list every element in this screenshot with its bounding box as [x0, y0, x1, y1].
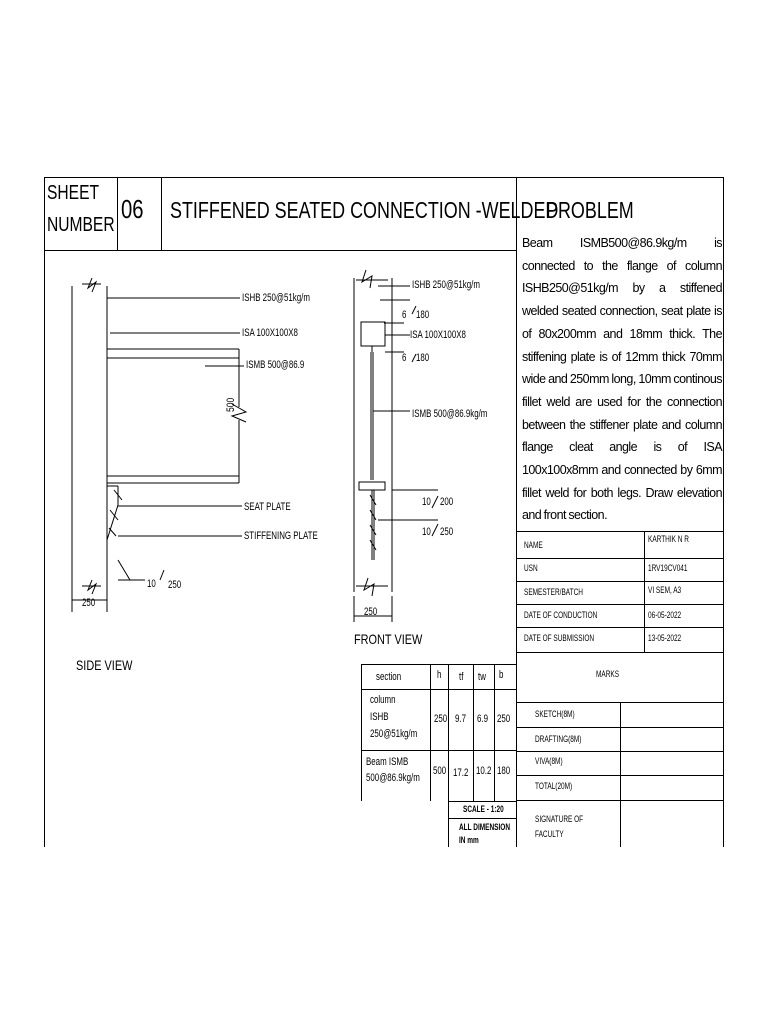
section-row2-name: Beam ISMB: [366, 756, 409, 768]
front-view-caption: FRONT VIEW: [354, 631, 423, 647]
info-label-name: NAME: [524, 540, 543, 550]
side-label-depth: 500: [225, 397, 237, 412]
front-label-weld1-len: 180: [416, 309, 430, 321]
section-header-section: section: [376, 671, 402, 683]
section-row2-h: 500: [433, 765, 447, 777]
info-label-semester: SEMESTER/BATCH: [524, 587, 583, 597]
side-label-width: 250: [82, 597, 96, 609]
signature-label-faculty: FACULTY: [535, 829, 564, 839]
section-header-tf: tf: [459, 671, 464, 683]
front-label-beam: ISMB 500@86.9kg/m: [412, 408, 488, 420]
side-label-column: ISHB 250@51kg/m: [242, 292, 310, 304]
section-row1-name: ISHB: [370, 711, 389, 723]
side-label-weld: 10: [147, 578, 156, 590]
section-row1-name: 250@51kg/m: [370, 728, 418, 740]
side-label-stiffener: STIFFENING PLATE: [244, 530, 318, 542]
marks-label-viva: VIVA(8M): [535, 756, 563, 766]
section-row2-b: 180: [497, 765, 511, 777]
section-row1-tf: 9.7: [455, 713, 467, 725]
section-header-b: b: [499, 669, 504, 681]
info-value-semester: VI SEM, A3: [648, 585, 682, 595]
info-label-conduction: DATE OF CONDUCTION: [524, 610, 598, 620]
drawing-title: STIFFENED SEATED CONNECTION -WELDED: [170, 197, 559, 223]
marks-heading: MARKS: [596, 669, 620, 679]
section-row2-tf: 17.2: [453, 767, 469, 779]
side-label-beam: ISMB 500@86.9: [246, 359, 305, 371]
front-label-width: 250: [364, 606, 378, 618]
front-label-weld3-len: 200: [440, 496, 454, 508]
front-label-weld2-len: 180: [416, 352, 430, 364]
problem-heading: PROBLEM: [546, 197, 634, 223]
dimension-note: ALL DIMENSION: [459, 822, 511, 832]
section-header-h: h: [437, 669, 442, 681]
side-label-weld-len: 250: [168, 579, 182, 591]
section-header-tw: tw: [478, 671, 486, 683]
info-label-submission: DATE OF SUBMISSION: [524, 633, 595, 643]
marks-label-drafting: DRAFTING(8M): [535, 734, 582, 744]
sheet-label: SHEET: [47, 182, 100, 204]
signature-label: SIGNATURE OF: [535, 814, 584, 824]
info-value-usn: 1RV19CV041: [648, 563, 688, 573]
section-row1-name: column: [370, 694, 396, 706]
sheet-number: 06: [121, 194, 144, 224]
section-row2-tw: 10.2: [476, 765, 492, 777]
side-view-caption: SIDE VIEW: [76, 657, 133, 673]
info-value-name: KARTHIK N R: [648, 534, 689, 544]
scale-note: SCALE - 1:20: [463, 804, 504, 814]
section-row1-tw: 6.9: [477, 713, 489, 725]
problem-statement: Beam ISMB500@86.9kg/m is connected to the flange of column ISHB250@51kg/m by a stiffened welded seated connection, seat plate is of 80x200mm and 18mm thick. The stiffening plate is of 12mm thick 70mm wide and 250mm long, 10mm continous fillet weld are used for the connection between the stiffener plate and column flange cleat angle is of ISA 100x100x8mm and connected by 6mm fillet weld for both legs. Draw elevation and front section.: [522, 236, 722, 523]
section-row1-h: 250: [434, 713, 448, 725]
front-label-weld4-len: 250: [440, 526, 454, 538]
front-label-weld3-size: 10: [422, 496, 431, 508]
info-value-conduction: 06-05-2022: [648, 610, 682, 620]
front-label-angle: ISA 100X100X8: [410, 329, 466, 341]
section-row1-b: 250: [497, 713, 511, 725]
front-label-column: ISHB 250@51kg/m: [412, 279, 480, 291]
front-label-weld2-size: 6: [402, 352, 407, 364]
sheet-label-number: NUMBER: [47, 214, 115, 236]
section-row2-name: 500@86.9kg/m: [366, 772, 420, 784]
marks-label-sketch: SKETCH(8M): [535, 709, 575, 719]
front-label-weld1-size: 6: [402, 309, 407, 321]
marks-label-total: TOTAL(20M): [535, 781, 573, 791]
front-label-weld4-size: 10: [422, 526, 431, 538]
side-label-angle: ISA 100X100X8: [242, 327, 298, 339]
info-value-submission: 13-05-2022: [648, 633, 682, 643]
side-label-seat: SEAT PLATE: [244, 501, 291, 513]
dimension-note-unit: IN mm: [459, 835, 479, 845]
info-label-usn: USN: [524, 563, 538, 573]
